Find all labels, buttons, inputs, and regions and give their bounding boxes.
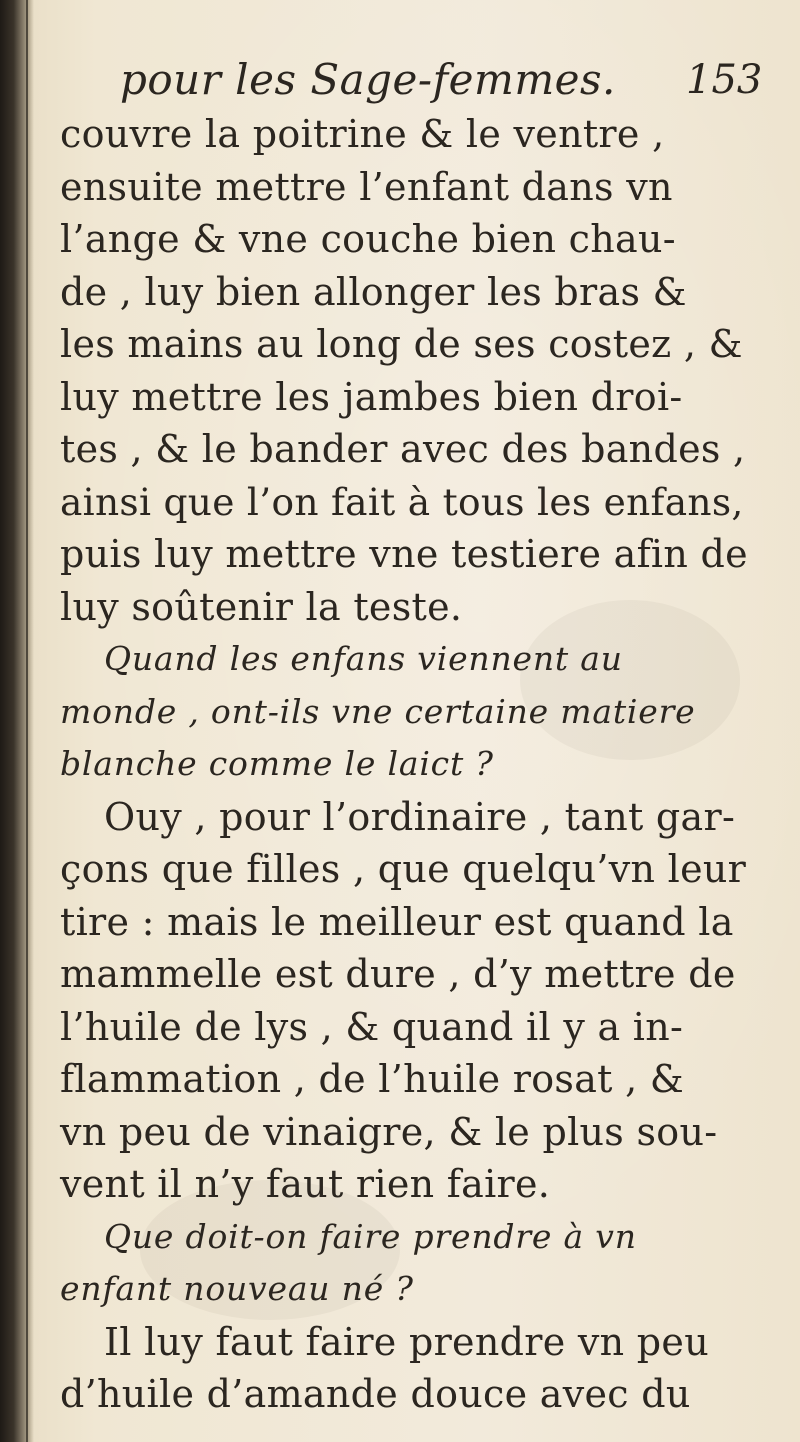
text-line: tire : mais le meilleur est quand la xyxy=(60,899,734,944)
text-line: tes , & le bander avec des bandes , xyxy=(60,427,746,471)
text-line: vent il n’y faut rien faire. xyxy=(60,1162,551,1206)
question-line: Que doit-on faire prendre à vn xyxy=(104,1216,637,1256)
question-line: Quand les enfans viennent au xyxy=(104,639,623,678)
text-line: puis luy mettre vne testiere afin de xyxy=(60,532,748,576)
text-line: luy mettre les jambes bien droi- xyxy=(60,374,683,419)
text-line: vn peu de vinaigre, & le plus sou- xyxy=(60,1109,718,1154)
question-line: monde , ont-ils vne certaine matiere xyxy=(60,691,696,731)
page-number: 153 xyxy=(686,57,763,103)
text-line: mammelle est dure , d’y mettre de xyxy=(60,952,736,996)
text-line: çons que filles , que quelqu’vn leur xyxy=(60,847,747,891)
text-line: ainsi que l’on fait à tous les enfans, xyxy=(60,479,744,524)
text-line: Ouy , pour l’ordinaire , tant gar- xyxy=(104,794,736,839)
text-line: Il luy faut faire prendre vn peu xyxy=(104,1319,709,1364)
question-line: enfant nouveau né ? xyxy=(60,1269,414,1308)
text-line: l’ange & vne couche bien chau- xyxy=(60,217,676,261)
text-line: de , luy bien allonger les bras & xyxy=(60,269,687,314)
text-line: flammation , de l’huile rosat , & xyxy=(60,1057,684,1101)
question-line: blanche comme le laict ? xyxy=(60,744,494,783)
body-text xyxy=(60,108,750,1421)
text-line: luy soûtenir la teste. xyxy=(60,584,463,629)
text-line: l’huile de lys , & quand il y a in- xyxy=(60,1004,684,1049)
running-title: pour les Sage-femmes. xyxy=(120,55,616,104)
text-line: d’huile d’amande douce avec du xyxy=(60,1372,691,1416)
binding-gutter xyxy=(0,0,34,1442)
text-line: ensuite mettre l’enfant dans vn xyxy=(60,164,673,209)
gutter-line xyxy=(26,0,28,1442)
text-line: couvre la poitrine & le ventre , xyxy=(60,112,665,156)
text-line: les mains au long de ses costez , & xyxy=(60,322,743,366)
